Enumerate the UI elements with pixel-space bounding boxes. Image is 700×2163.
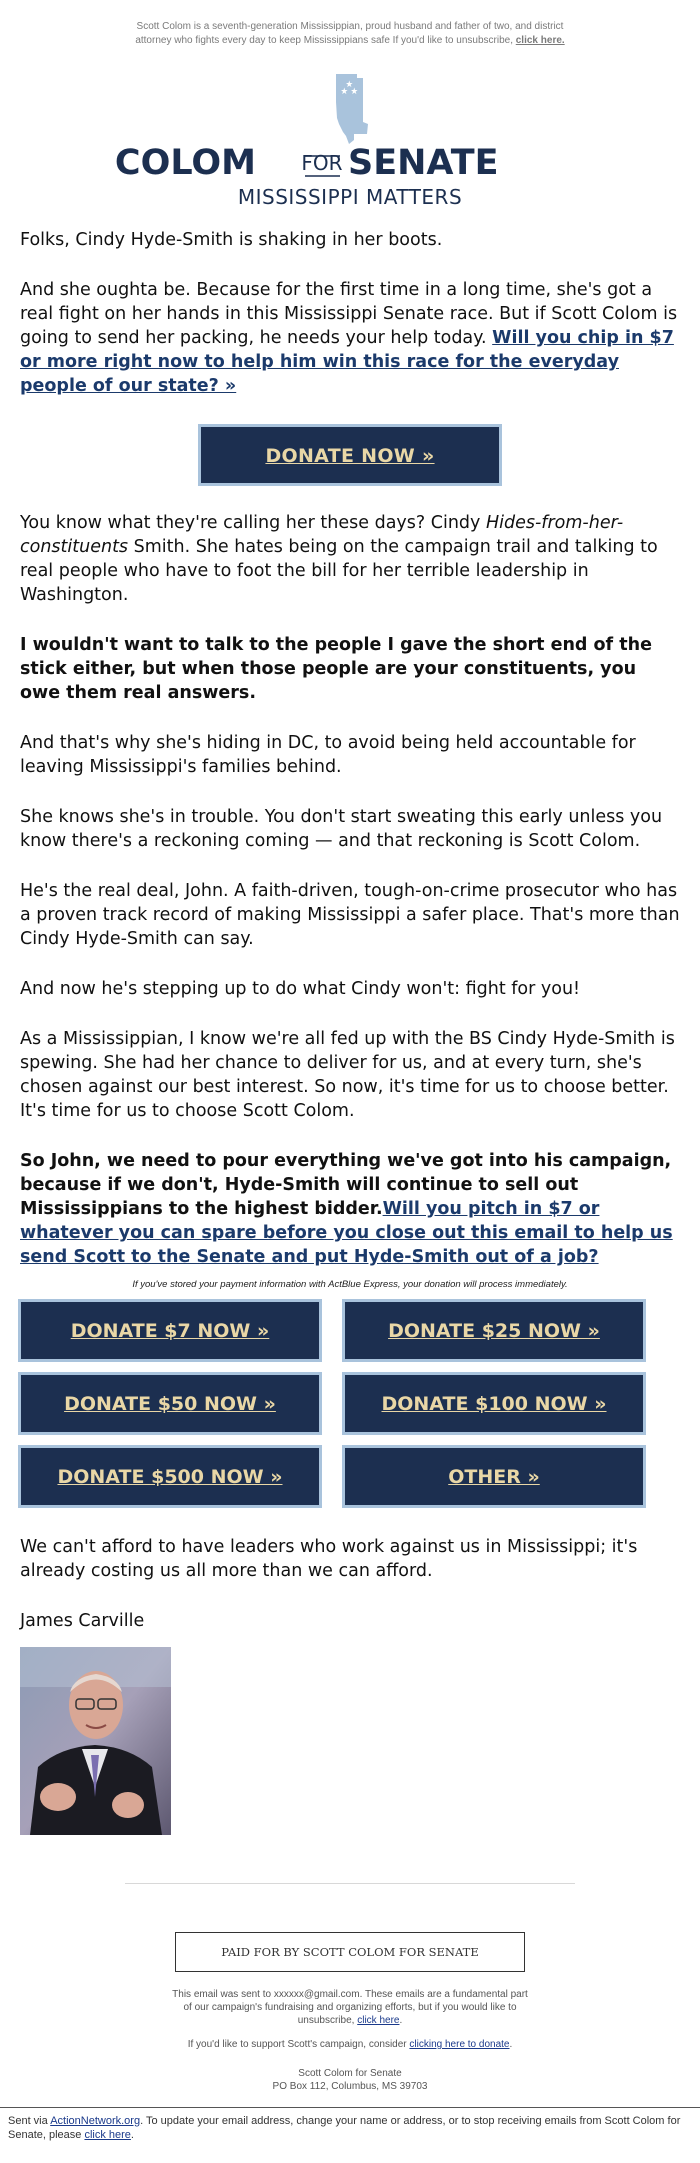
paragraph-7: He's the real deal, John. A faith-driven, tough-on-crime prosecutor who has a proven track record of making Mississippi a safer place. That's more than Cindy Hyde-Smith can say. xyxy=(20,881,680,949)
mississippi-state-icon xyxy=(336,74,368,144)
donate-25-button[interactable]: DONATE $25 NOW » xyxy=(342,1299,646,1362)
donate-50-button[interactable]: DONATE $50 NOW » xyxy=(18,1372,322,1435)
paragraph-4 xyxy=(20,633,680,705)
preheader xyxy=(0,0,700,52)
support-notice: If you'd like to support Scott's campaign, consider clicking here to donate. xyxy=(187,2039,513,2050)
paragraph-1: Folks, Cindy Hyde-Smith is shaking in her boots. xyxy=(20,230,443,250)
mailing-address xyxy=(0,2067,700,2093)
sent-to-notice: This email was sent to xxxxxx@gmail.com. These emails are a fundamental part of our campaign's fundraising and organizing efforts, but if you would like to unsubscribe, click here. xyxy=(172,1989,528,2026)
paragraph-3-emphasis: Hides-from-her-constituents xyxy=(20,513,624,557)
sent-to-text: This email was sent to xxxxxx@gmail.com. These emails are a fundamental part of our campaign's fundraising and organizing efforts, but if you would like to unsubscribe, xyxy=(172,1989,528,2026)
support-text: If you'd like to support Scott's campaign, consider xyxy=(187,2039,407,2050)
paragraph-3-b: Smith. She hates being on the campaign trail and talking to real people who have to foot the bill for her terrible leadership in Washington. xyxy=(20,537,658,605)
footer-divider xyxy=(125,1883,575,1884)
donate-footer-link[interactable]: clicking here to donate xyxy=(409,2039,510,2050)
paragraph-2 xyxy=(20,278,680,398)
donate-100-button[interactable]: DONATE $100 NOW » xyxy=(342,1372,646,1435)
paragraph-8: And now he's stepping up to do what Cindy won't: fight for you! xyxy=(20,979,581,999)
pitch-in-link[interactable]: Will you pitch in $7 or whatever you can spare before you close out this email to help us send Scott to the Senate and put Hyde-Smith out of a job? xyxy=(20,1199,673,1267)
donate-500-button[interactable]: DONATE $500 NOW » xyxy=(18,1445,322,1508)
logo-senate: SENATE xyxy=(348,143,499,183)
logo-tagline: MISSISSIPPI MATTERS xyxy=(237,185,463,209)
donate-other-button[interactable]: OTHER » xyxy=(342,1445,646,1508)
paragraph-10-bold: So John, we need to pour everything we've got into his campaign, because if we don't, Hyde-Smith will continue to sell out Mississippians to the highest bidder. xyxy=(20,1151,672,1219)
donate-now-button[interactable]: DONATE NOW » xyxy=(198,424,502,486)
donation-button-grid xyxy=(0,1299,700,1508)
actionnetwork-footer: Sent via ActionNetwork.org. To update your email address, change your name or address, or to stop receiving emails from Scott Colom for Senate, please click here. xyxy=(0,2107,700,2163)
email-body xyxy=(0,210,700,1269)
signature-name: James Carville xyxy=(20,1611,145,1631)
actionnetwork-link[interactable]: ActionNetwork.org xyxy=(50,2115,141,2127)
donate-7-button[interactable]: DONATE $7 NOW » xyxy=(18,1299,322,1362)
campaign-logo xyxy=(0,52,700,210)
update-text: . To update your email address, change your name or address, or to stop receiving emails from Scott Colom for Senate, please xyxy=(8,2115,681,2141)
paragraph-2-text: And she oughta be. Because for the first time in a long time, she's got a real fight on her hands in this Mississippi Senate race. But if Scott Colom is going to send her packing, he needs your help today. xyxy=(20,280,678,348)
donate-now-row xyxy=(20,424,680,486)
paragraph-3-a: You know what they're calling her these days? Cindy xyxy=(20,513,481,533)
paragraph-6: She knows she's in trouble. You don't start sweating this early unless you know there's a reckoning coming — and that reckoning is Scott Colom. xyxy=(20,807,663,851)
preheader-text: Scott Colom is a seventh-generation Mississippian, proud husband and father of two, and district attorney who fights every day to keep Mississippians safe If you'd like to unsubscribe, xyxy=(135,21,564,46)
email-closing xyxy=(0,1535,700,1883)
sent-via-text: Sent via xyxy=(8,2115,48,2127)
paragraph-3 xyxy=(20,511,680,607)
paragraph-9: As a Mississippian, I know we're all fed up with the BS Cindy Hyde-Smith is spewing. She had her chance to deliver for us, and at every turn, she's chosen against our best interest. So now, it's time for us to choose better. It's time for us to choose Scott Colom. xyxy=(20,1029,675,1121)
chip-in-link[interactable]: Will you chip in $7 or more right now to help him win this race for the everyday people of our state? » xyxy=(20,328,674,396)
footer-unsubscribe-link[interactable]: click here xyxy=(357,2015,400,2026)
logo-for: FOR xyxy=(301,151,343,175)
paragraph-11: We can't afford to have leaders who work against us in Mississippi; it's already costing us all more than we can afford. xyxy=(20,1537,638,1581)
logo-graphic xyxy=(0,52,700,210)
org-name: Scott Colom for Senate xyxy=(298,2068,402,2079)
paid-for-box: PAID FOR BY SCOTT COLOM FOR SENATE xyxy=(175,1932,525,1972)
paragraph-4-bold: I wouldn't want to talk to the people I gave the short end of the stick either, but when those people are your constituents, you owe them real answers. xyxy=(20,635,652,703)
logo-colom: COLOM xyxy=(114,143,256,183)
update-preferences-link[interactable]: click here xyxy=(84,2129,131,2141)
org-address: PO Box 112, Columbus, MS 39703 xyxy=(272,2081,428,2092)
preheader-unsubscribe-link[interactable]: click here. xyxy=(515,35,565,46)
signer-photo xyxy=(20,1647,171,1835)
paragraph-10 xyxy=(20,1149,680,1269)
actblue-express-note: If you've stored your payment information with ActBlue Express, your donation will process immediately. xyxy=(132,1279,568,1290)
paragraph-5: And that's why she's hiding in DC, to avoid being held accountable for leaving Mississippi's families behind. xyxy=(20,733,636,777)
